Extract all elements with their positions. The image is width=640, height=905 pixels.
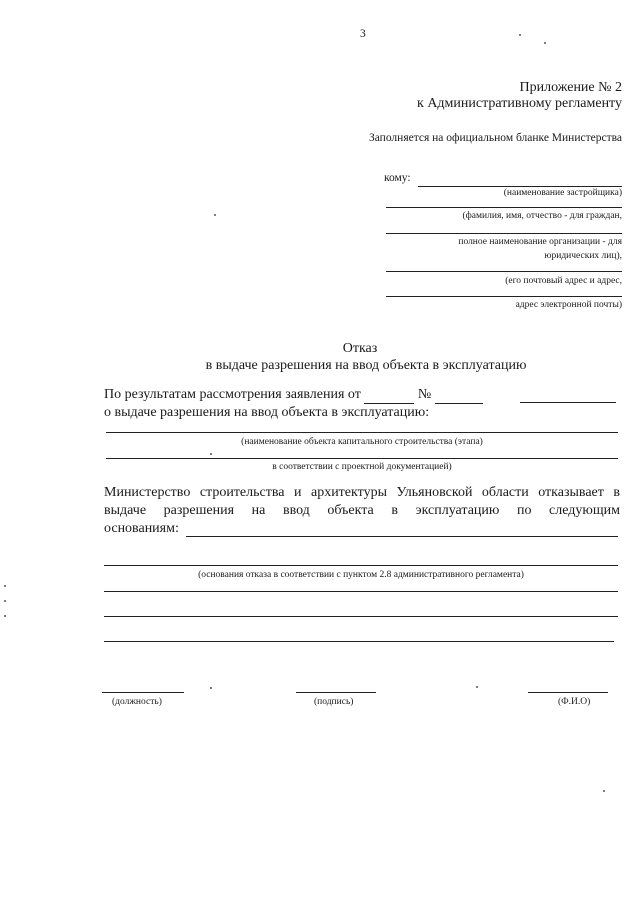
signature-line [296,692,376,693]
addressee-name-line [418,186,622,187]
scan-speck [4,585,6,587]
number-sign: № [417,387,432,402]
scan-speck [4,600,6,602]
addressee-line-4 [386,271,622,272]
application-number-line [435,387,483,404]
review-line [104,387,483,404]
object-name-line [106,432,618,433]
project-doc-line [106,458,618,459]
name-label: (Ф.И.О) [558,697,591,707]
addressee-hint-email: адрес электронной почты) [515,300,622,310]
grounds-line-2 [104,591,618,592]
grounds-hint: (основания отказа в соответствии с пунктом 2.8 административного регламента) [198,570,524,580]
to-label: кому: [384,172,411,184]
scan-speck [210,453,212,455]
addressee-hint-developer: (наименование застройщика) [503,188,622,198]
addressee-hint-fullname: (фамилия, имя, отчество - для граждан, [462,211,622,221]
addressee-hint-postal: (его почтовый адрес и адрес, [505,276,622,286]
review-prefix: По результатам рассмотрения заявления от [104,387,361,402]
addressee-line-5 [386,296,622,297]
extra-line [520,402,616,403]
grounds-line-1 [104,565,618,566]
addressee-hint-org: полное наименование организации - для [458,237,622,247]
scan-speck [4,615,6,617]
grounds-inline-line [186,536,618,537]
scan-speck [519,34,521,36]
name-line [528,692,608,693]
scan-speck [214,214,216,216]
ministry-text-line-3: основаниям: [104,521,179,536]
ministry-text-line-2: выдаче разрешения на ввод объекта в эксплуатацию по следующим [104,503,620,518]
object-name-hint: (наименование объекта капитального строительства (этапа) [241,437,483,447]
issuance-line: о выдаче разрешения на ввод объекта в эксплуатацию: [104,405,430,420]
position-label: (должность) [112,697,162,707]
scan-speck [544,42,546,44]
scan-speck [210,687,212,689]
application-date-line [364,387,414,404]
scan-speck [603,790,605,792]
ministry-text-line-1: Министерство строительства и архитектуры Ульяновской области отказывает в [104,485,620,500]
addressee-line-2 [386,207,622,208]
grounds-line-3 [104,616,618,617]
signature-label: (подпись) [314,697,354,707]
addressee-hint-legal: юридических лиц), [544,251,622,261]
document-title: Отказ [342,341,378,356]
project-doc-hint: в соответствии с проектной документацией) [272,462,452,472]
scan-speck [476,686,478,688]
official-blank-note: Заполняется на официальном бланке Министерства [368,132,622,144]
document-subtitle: в выдаче разрешения на ввод объекта в эксплуатацию [205,358,527,373]
page-number: 3 [360,28,366,40]
annex-title: Приложение № 2 [519,80,622,95]
position-line [102,692,184,693]
annex-subtitle: к Административному регламенту [417,96,622,111]
grounds-line-4 [104,641,614,642]
addressee-line-3 [386,233,622,234]
